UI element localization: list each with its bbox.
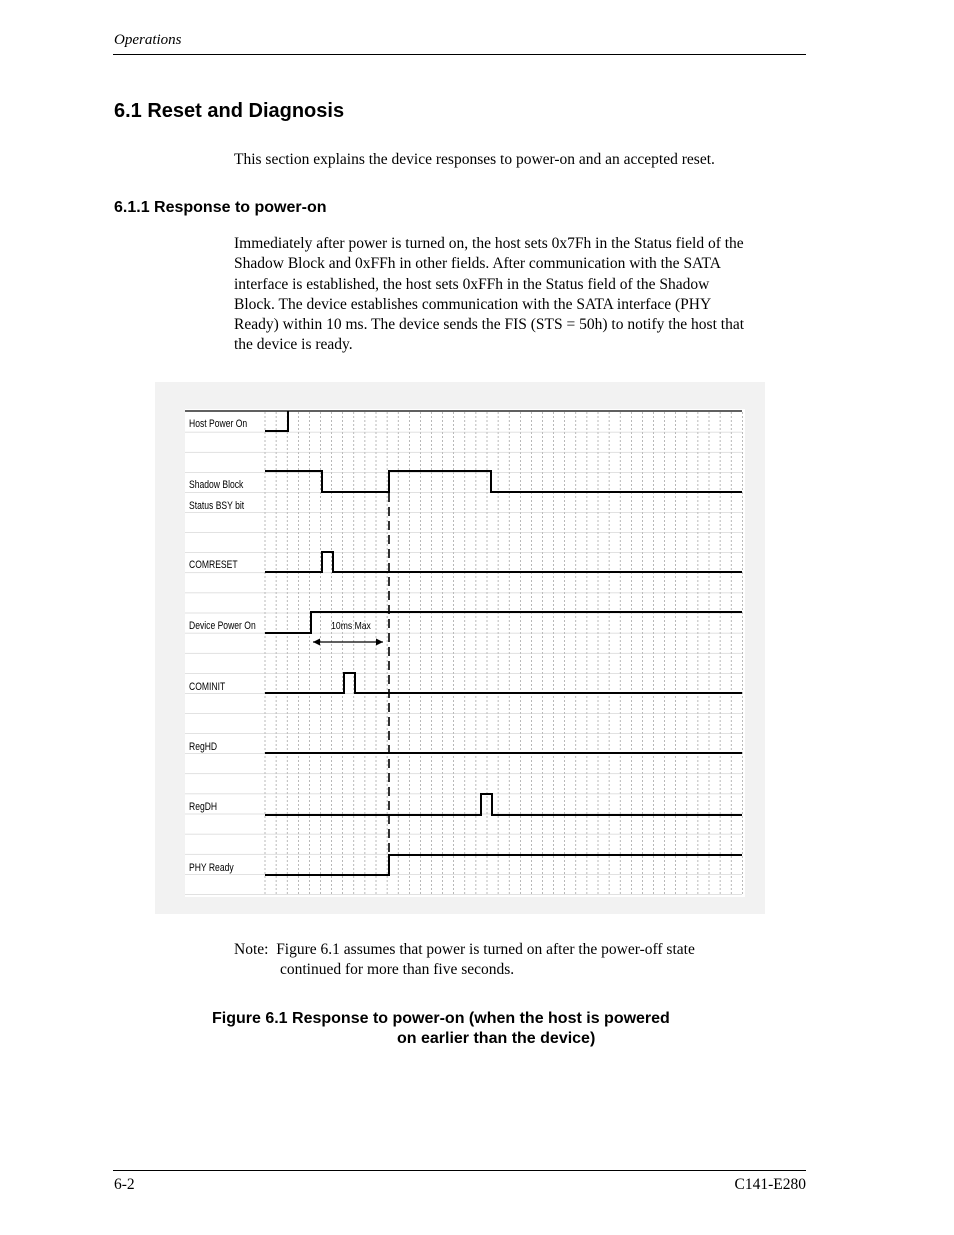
footer-rule: [113, 1170, 806, 1171]
section-heading: 6.1 Reset and Diagnosis: [114, 100, 345, 122]
caption-line-1: Figure 6.1 Response to power-on (when the host is powered: [212, 1010, 670, 1027]
intro-text: This section explains the device responses to power-on and an accepted reset.: [234, 151, 715, 168]
timing-diagram: [155, 382, 765, 914]
note-text-2: continued for more than five seconds.: [280, 961, 515, 978]
body-line: Shadow Block and 0xFFh in other fields. After communication with the SATA: [234, 255, 721, 273]
signal-label: RegHD: [189, 741, 218, 754]
signal-label: Shadow Block: [189, 479, 244, 492]
subsection-body: [234, 234, 744, 356]
body-line: the device is ready.: [234, 336, 353, 354]
note-line: [234, 960, 695, 980]
interval-label: 10ms Max: [331, 620, 371, 633]
signal-label: Status BSY bit: [189, 500, 245, 513]
subsection-heading: 6.1.1 Response to power-on: [114, 199, 327, 216]
page-number: 6-2: [114, 1176, 135, 1193]
document-id: C141-E280: [734, 1176, 806, 1193]
body-line: interface is established, the host sets 0xFFh in the Status field of the Shadow: [234, 275, 710, 293]
signal-label: Device Power On: [189, 620, 256, 633]
running-header: Operations: [114, 32, 182, 48]
signal-label: Host Power On: [189, 418, 248, 431]
signal-label: RegDH: [189, 801, 218, 814]
caption-line-2: on earlier than the device): [397, 1030, 596, 1047]
header-rule: [113, 54, 806, 55]
body-line: Ready) within 10 ms. The device sends the FIS (STS = 50h) to notify the host that: [234, 316, 745, 334]
note-line: [234, 940, 695, 960]
figure-note: [234, 940, 695, 980]
signal-label: COMINIT: [189, 681, 226, 694]
body-line: Block. The device establishes communication with the SATA interface (PHY: [234, 295, 712, 313]
section-intro: [234, 150, 715, 170]
note-prefix: Note:: [234, 941, 269, 958]
note-text-1: Figure 6.1 assumes that power is turned on after the power-off state: [276, 941, 695, 958]
body-line: Immediately after power is turned on, the host sets 0x7Fh in the Status field of the: [234, 235, 744, 252]
signal-label: PHY Ready: [189, 862, 234, 875]
signal-label: COMRESET: [189, 559, 238, 572]
